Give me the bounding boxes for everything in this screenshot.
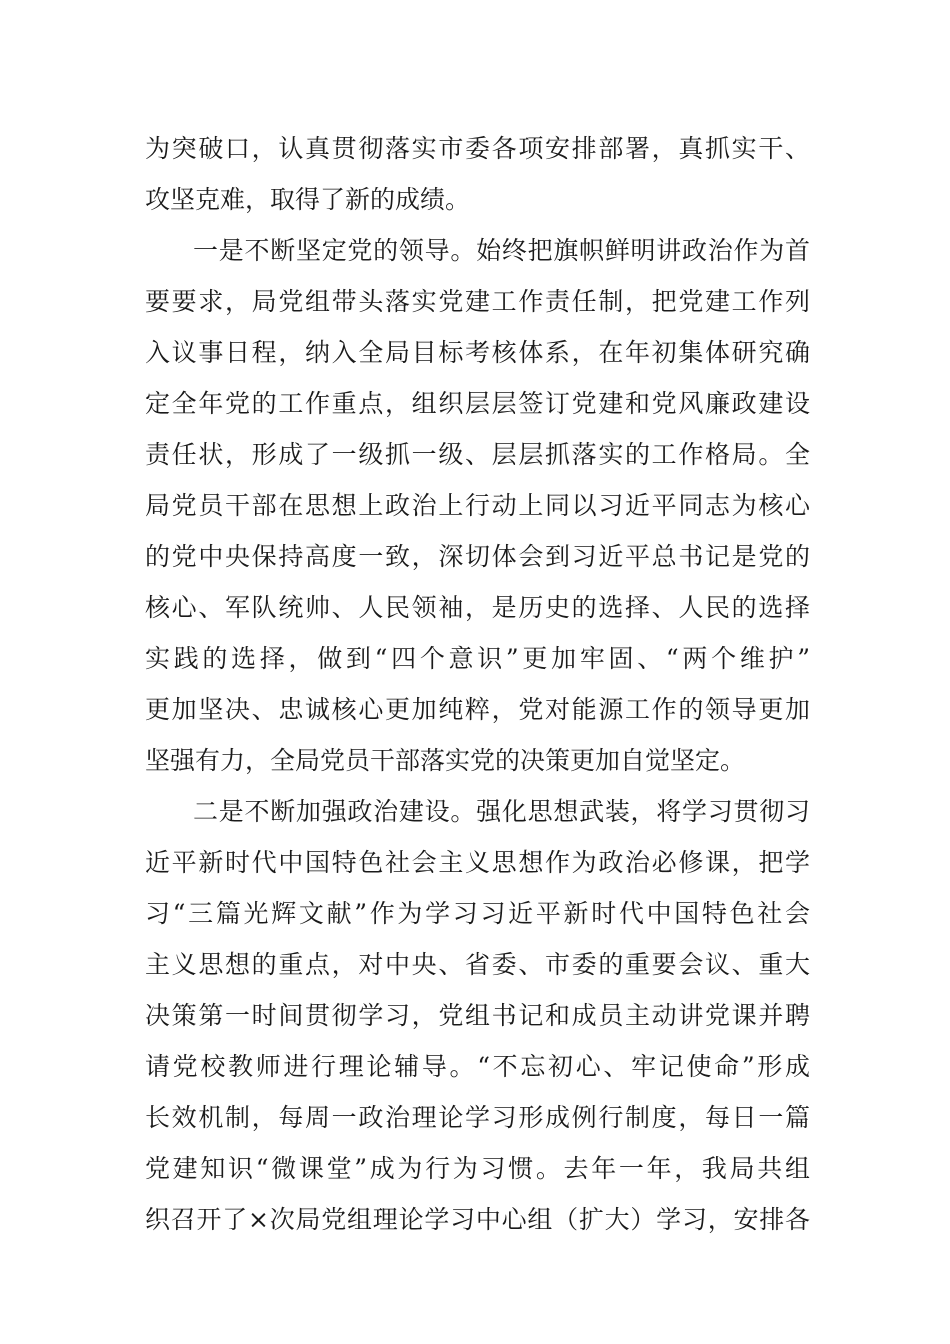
paragraph-1-heading-line: 一是不断坚定党的领导。始终把旗帜鲜明讲政治作为首 — [193, 236, 810, 265]
text-line-1: 为突破口，认真贯彻落实市委各项安排部署，真抓实干、 — [145, 134, 810, 163]
text-line-13: 坚强有力，全局党员干部落实党的决策更加自觉坚定。 — [145, 746, 746, 775]
text-line-21: 党建知识“微课堂”成为行为习惯。去年一年，我局共组 — [145, 1154, 810, 1183]
text-line-7: 责任状，形成了一级抓一级、层层抓落实的工作格局。全 — [145, 440, 810, 469]
text-line-11: 实践的选择，做到“四个意识”更加牢固、“两个维护” — [145, 644, 810, 673]
text-line-5: 入议事日程，纳入全局目标考核体系，在年初集体研究确 — [145, 338, 810, 367]
text-line-10: 核心、军队统帅、人民领袖，是历史的选择、人民的选择 — [145, 593, 810, 622]
text-line-12: 更加坚决、忠诚核心更加纯粹，党对能源工作的领导更加 — [145, 695, 810, 724]
text-line-2: 攻坚克难，取得了新的成绩。 — [145, 185, 471, 214]
paragraph-2-heading-line: 二是不断加强政治建设。强化思想武装，将学习贯彻习 — [193, 797, 810, 826]
text-line-18: 决策第一时间贯彻学习，党组书记和成员主动讲党课并聘 — [145, 1001, 810, 1030]
text-line-16: 习“三篇光辉文献”作为学习习近平新时代中国特色社会 — [145, 899, 810, 928]
text-line-22: 织召开了×次局党组理论学习中心组（扩大）学习，安排各 — [145, 1205, 810, 1234]
text-line-17: 主义思想的重点，对中央、省委、市委的重要会议、重大 — [145, 950, 810, 979]
text-line-8: 局党员干部在思想上政治上行动上同以习近平同志为核心 — [145, 491, 810, 520]
text-line-6: 定全年党的工作重点，组织层层签订党建和党风廉政建设 — [145, 389, 810, 418]
text-line-15: 近平新时代中国特色社会主义思想作为政治必修课，把学 — [145, 848, 810, 877]
text-line-19: 请党校教师进行理论辅导。“不忘初心、牢记使命”形成 — [145, 1052, 810, 1081]
text-line-20: 长效机制，每周一政治理论学习形成例行制度，每日一篇 — [145, 1103, 810, 1132]
text-line-9: 的党中央保持高度一致，深切体会到习近平总书记是党的 — [145, 542, 810, 571]
text-line-4: 要要求，局党组带头落实党建工作责任制，把党建工作列 — [145, 287, 810, 316]
